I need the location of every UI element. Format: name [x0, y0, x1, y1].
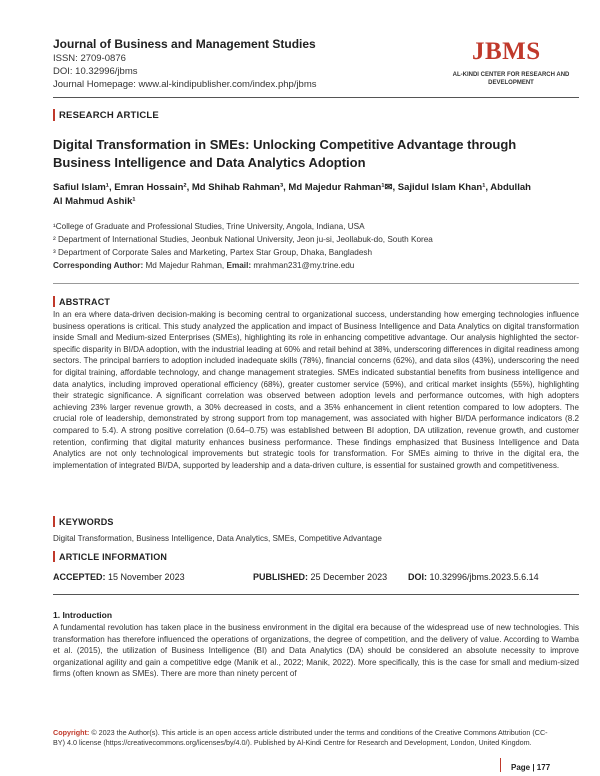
page-number: Page | 177 — [511, 763, 551, 772]
keywords-text: Digital Transformation, Business Intelligence, Data Analytics, SMEs, Competitive Advantage — [53, 534, 382, 543]
abstract-text: In an era where data-driven decision-making is becoming central to organizational success, understanding how emerging technologies influence business operations is critical. This study analyzed the application and impact of Business Intelligence and Data Analytics on digital transformation inside Small and Medium-sized Enterprises (SMEs), highlighting its role in enhancing competitive advantage. Our analysis highlighted the sector-specific disparity in BI/DA adoption, with the industrial leading at 60% and retail behind at 38%, underscoring differences in digital readiness among sectors. The principal barriers to adoption included inadequate skills (78%), financial concerns (62%), and data silos (43%), underscoring the need for digital training, affordable technology, and change management strategies. SMEs indicated substantial benefits from business intelligence and data analytics, including improved operational efficiency (68%), greater customer service (59%), and critical market insights (55%), highlighting their strategic significance. A significant correlation was observed between adoption levels and performance outcomes, with high adopters achieving 23% larger revenue growth, a 30% decreased in costs, and a 35% enhancement in client retention compared to low adopters. The crucial role of leadership, demonstrated by strong support from top management, was associated with higher BI/DA performance indicators (8.2 compared to 5.4). A strong positive correlation (0.64–0.75) was established between BI adoption, DA utilization, revenue growth, and customer retention, confirming that digital maturity enhances business performance. These findings emphasized that Business Intelligence and Data Analytics are not only technological improvements but strategic tools for transformation. For SMEs aiming to thrive in the digital era, the implementation of integrated BI/DA, supported by leadership and a data-driven culture, is essential for sustained growth and competitiveness. — [53, 310, 579, 470]
introduction-heading: 1. Introduction — [53, 610, 113, 620]
corresponding-email[interactable]: mrahman231@my.trine.edu — [253, 261, 355, 270]
doi-label: DOI: — [408, 572, 427, 582]
article-info-heading: ARTICLE INFORMATION — [59, 552, 168, 562]
introduction-text: A fundamental revolution has taken place in the business environment in the digital era because of the widespread use of new technologies. This transformation has therefore influenced the operations of organizations, the degree of competition, and the delivery of value. According to Wamba et al. (2015), the utilization of Business Intelligence (BI) and Data Analytics (DA) should be considered an absolute necessity to improve organizational agility and gain a competitive edge (Manik et al., 2022; Manik, 2022). More specifically, this is the case for small and medium-sized firms (often known as SMEs). There are more than ninety percent of — [53, 623, 579, 679]
journal-logo: JBMS — [472, 38, 541, 65]
abstract-heading: ABSTRACT — [59, 297, 111, 307]
accepted-date: 15 November 2023 — [108, 572, 185, 582]
published-info — [253, 572, 387, 582]
affiliation-2: ² Department of International Studies, Jeonbuk National University, Jeon ju-si, Jeollabuk-do, South Korea — [53, 235, 433, 244]
keywords-heading: KEYWORDS — [59, 517, 114, 527]
copyright-label: Copyright: — [53, 728, 90, 737]
affiliation-1: ¹College of Graduate and Professional Studies, Trine University, Angola, Indiana, USA — [53, 222, 365, 231]
journal-title: Journal of Business and Management Studies — [53, 37, 316, 51]
article-type: RESEARCH ARTICLE — [59, 110, 159, 121]
article-info-marker — [53, 551, 55, 562]
corresponding-author — [53, 261, 354, 270]
journal-issn: ISSN: 2709-0876 — [53, 53, 126, 64]
journal-logo-subtitle: AL-KINDI CENTER FOR RESEARCH AND DEVELOPMENT — [452, 72, 570, 86]
journal-doi: DOI: 10.32996/jbms — [53, 66, 138, 77]
doi-info — [408, 572, 539, 582]
article-title: Digital Transformation in SMEs: Unlocking Competitive Advantage through Business Intelligence and Data Analytics Adoption — [53, 137, 517, 170]
published-label: PUBLISHED: — [253, 572, 309, 582]
author-line-2: Al Mahmud Ashik¹ — [53, 196, 136, 207]
header-divider — [53, 97, 579, 98]
page-marker — [500, 758, 501, 772]
author-list — [53, 181, 573, 209]
published-date: 25 December 2023 — [310, 572, 388, 582]
affiliation-divider — [53, 283, 579, 284]
info-divider — [53, 594, 579, 595]
corresponding-label: Corresponding Author: — [53, 261, 144, 270]
author-line-1: Safiul Islam¹, Emran Hossain², Md Shihab Rahman³, Md Majedur Rahman¹✉, Sajidul Islam Khan¹, Abdullah — [53, 182, 531, 193]
abstract-marker — [53, 296, 55, 307]
doi-value[interactable]: 10.32996/jbms.2023.5.6.14 — [429, 572, 539, 582]
journal-homepage[interactable]: Journal Homepage: www.al-kindipublisher.com/index.php/jbms — [53, 79, 317, 90]
accepted-label: ACCEPTED: — [53, 572, 106, 582]
copyright-text: © 2023 the Author(s). This article is an open access article distributed under the terms and conditions of the Creative Commons Attribution (CC-BY) 4.0 license (https://creativecommons.org/licenses/by/4.0/). Published by Al-Kindi Centre for Research and Development, London, United Kingdom. — [53, 728, 548, 747]
article-type-marker — [53, 109, 55, 121]
copyright-notice — [53, 728, 558, 748]
keywords-marker — [53, 516, 55, 527]
accepted-info — [53, 572, 185, 582]
affiliation-3: ³ Department of Corporate Sales and Marketing, Partex Star Group, Dhaka, Bangladesh — [53, 248, 373, 257]
corresponding-name: Md Majedur Rahman, — [145, 261, 225, 270]
email-label: Email: — [226, 261, 252, 270]
